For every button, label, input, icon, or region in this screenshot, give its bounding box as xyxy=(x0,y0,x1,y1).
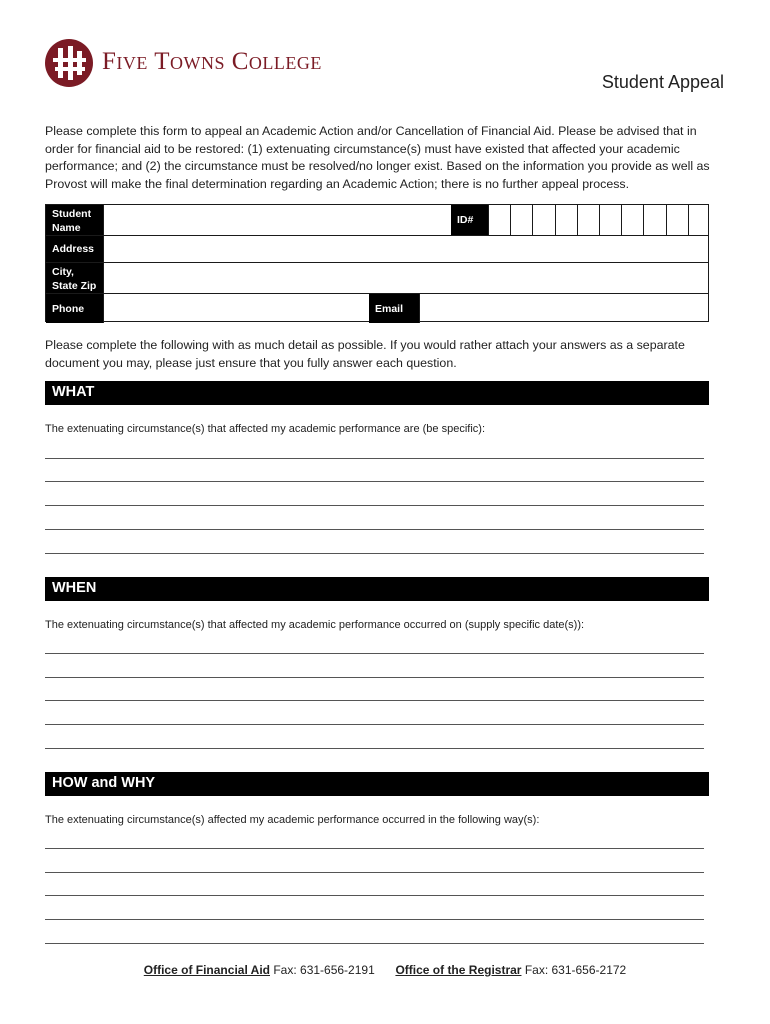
city-row xyxy=(46,263,708,294)
answer-line[interactable] xyxy=(45,553,704,554)
id-label: ID# xyxy=(451,205,488,235)
id-digit-box[interactable] xyxy=(555,205,577,235)
email-label: Email xyxy=(369,294,419,323)
id-digit-box[interactable] xyxy=(532,205,554,235)
id-digit-box[interactable] xyxy=(643,205,665,235)
city-state-zip-label: City, State Zip xyxy=(46,263,103,293)
office-registrar: Office of the Registrar xyxy=(395,963,522,977)
id-digit-box[interactable] xyxy=(688,205,710,235)
answer-line[interactable] xyxy=(45,677,704,678)
section-how-why-title: HOW and WHY xyxy=(45,772,709,796)
student-name-field[interactable] xyxy=(103,205,451,235)
instructions-paragraph: Please complete the following with as much detail as possible. If you would rather attach your answers as a separate document you may, please just ensure that you fully answer each question. xyxy=(45,338,685,370)
city-state-zip-field[interactable] xyxy=(103,263,710,293)
student-name-row xyxy=(46,205,708,236)
office-registrar-fax: Fax: 631-656-2172 xyxy=(524,963,627,977)
address-row xyxy=(46,236,708,263)
address-field[interactable] xyxy=(103,236,710,262)
id-digit-box[interactable] xyxy=(666,205,688,235)
id-digit-box[interactable] xyxy=(599,205,621,235)
office-financial-aid-fax: Fax: 631-656-2191 xyxy=(273,963,375,977)
college-logo-icon xyxy=(44,38,94,88)
answer-line[interactable] xyxy=(45,872,704,873)
section-what-prompt: The extenuating circumstance(s) that affected my academic performance are (be specific): xyxy=(45,423,485,435)
answer-line[interactable] xyxy=(45,481,704,482)
section-how-why-prompt: The extenuating circumstance(s) affected my academic performance occurred in the following way(s): xyxy=(45,814,540,826)
email-field[interactable] xyxy=(419,294,710,323)
answer-line[interactable] xyxy=(45,895,704,896)
answer-line[interactable] xyxy=(45,505,704,506)
phone-label: Phone xyxy=(46,294,103,323)
id-digit-box[interactable] xyxy=(488,205,510,235)
id-digit-box[interactable] xyxy=(510,205,532,235)
phone-field[interactable] xyxy=(103,294,369,323)
student-info-table xyxy=(45,204,709,322)
answer-line[interactable] xyxy=(45,653,704,654)
section-what xyxy=(45,381,709,561)
answer-line[interactable] xyxy=(45,748,704,749)
answer-line[interactable] xyxy=(45,724,704,725)
intro-paragraph: Please complete this form to appeal an Academic Action and/or Cancellation of Financial Aid. Please be advised that in order for financial aid to be restored: (1) extenuating circumstance(s) must have existed that affected your academic performance; and (2) the circumstance must be resolved/no longer exist. Based on the information you provide as well as Provost will make the final determination regarding an Academic Action; there is no further appeal process. xyxy=(45,124,710,191)
answer-line[interactable] xyxy=(45,919,704,920)
phone-row xyxy=(46,294,708,323)
student-name-label: Student Name xyxy=(46,205,103,235)
answer-line[interactable] xyxy=(45,458,704,459)
answer-line[interactable] xyxy=(45,529,704,530)
answer-line[interactable] xyxy=(45,848,704,849)
student-id-field[interactable] xyxy=(488,205,710,235)
answer-line[interactable] xyxy=(45,943,704,944)
section-how-why xyxy=(45,772,709,952)
answer-line[interactable] xyxy=(45,700,704,701)
section-what-title: WHAT xyxy=(45,381,709,405)
section-when xyxy=(45,577,709,757)
office-financial-aid: Office of Financial Aid xyxy=(143,963,270,977)
college-name: Five Towns College xyxy=(102,48,322,75)
form-title: Student Appeal xyxy=(601,72,724,92)
id-digit-box[interactable] xyxy=(577,205,599,235)
address-label: Address xyxy=(46,236,103,262)
id-digit-box[interactable] xyxy=(621,205,643,235)
section-when-title: WHEN xyxy=(45,577,709,601)
document-header xyxy=(44,38,724,98)
section-when-prompt: The extenuating circumstance(s) that affected my academic performance occurred on (supply specific date(s)): xyxy=(45,619,585,631)
footer-contacts xyxy=(0,963,770,977)
